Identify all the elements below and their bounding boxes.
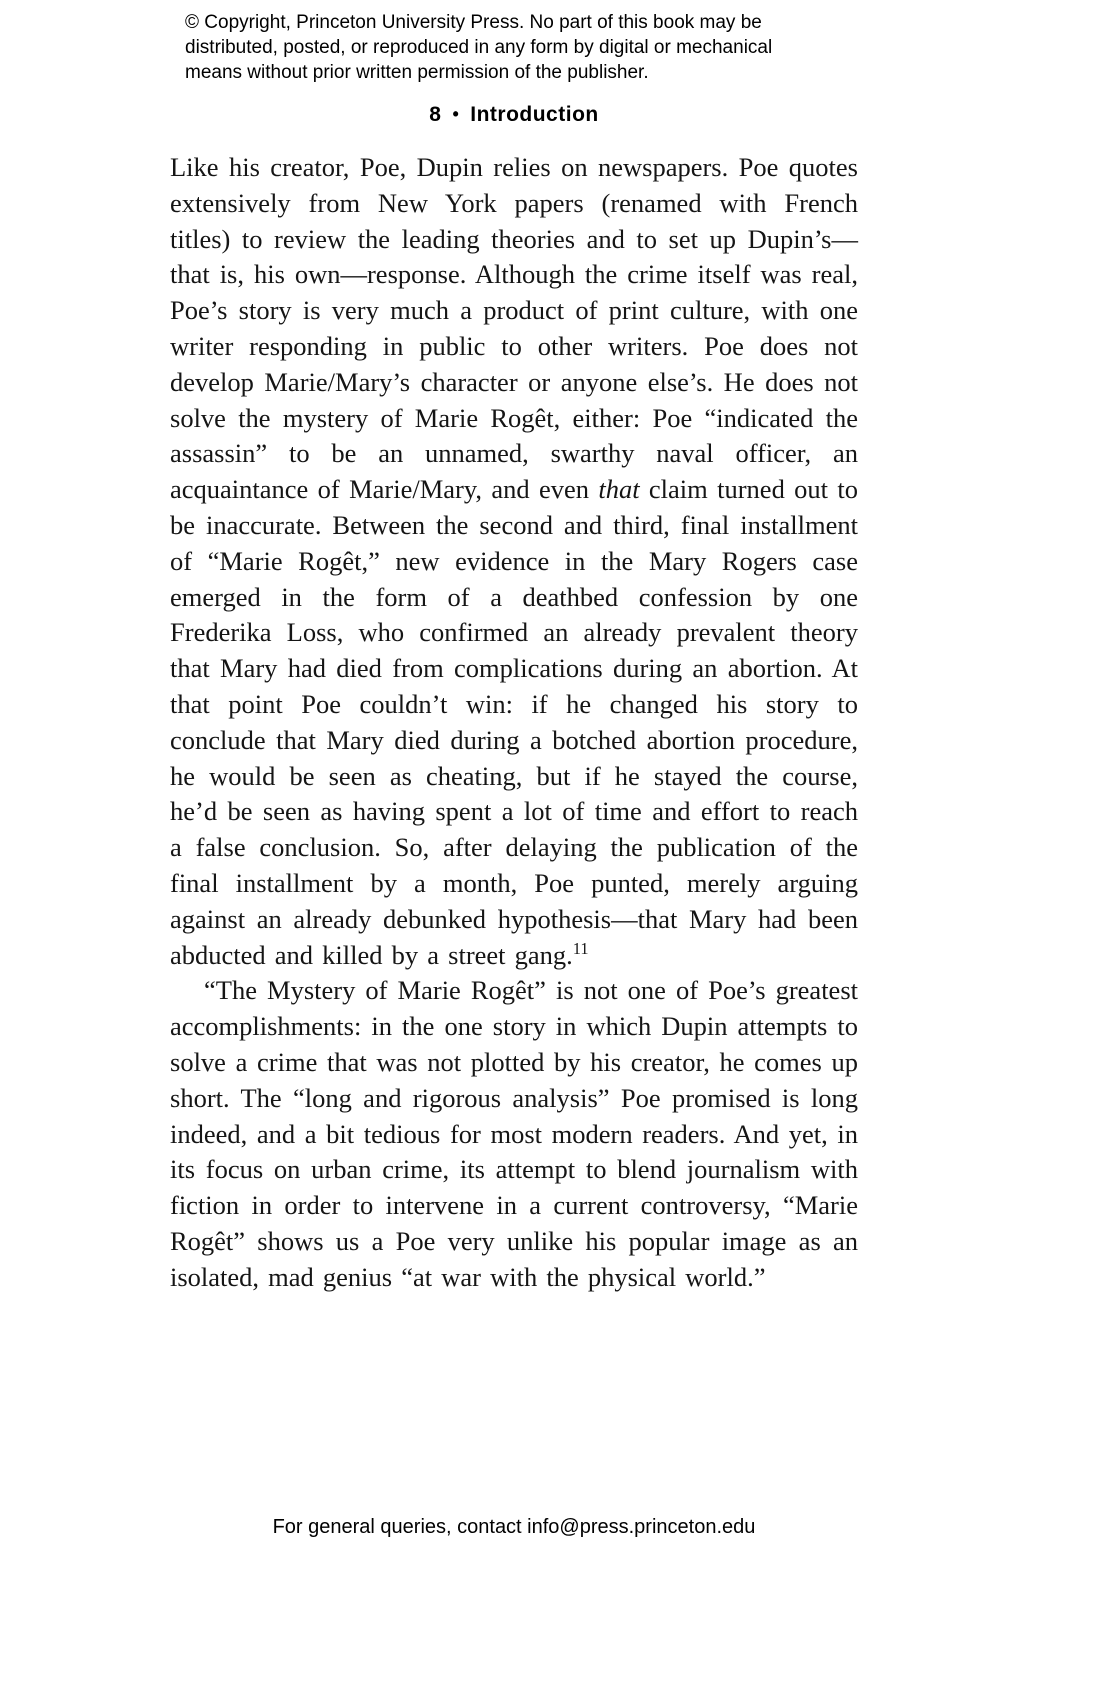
footnote-reference-11: 11 bbox=[572, 938, 589, 958]
paragraph-2: “The Mystery of Marie Rogêt” is not one of Poe’s greatest accomplishments: in the one story in which Dupin attempts to solve a crime that was not plotted by his creator, he comes up short. The “long and rigorous analysis” Poe promised is long indeed, and a bit tedious for most modern readers. And yet, in its focus on urban crime, its attempt to blend journalism with fiction in order to intervene in a current controversy, “Marie Rogêt” shows us a Poe very unlike his popular image as an isolated, mad genius “at war with the physical world.” bbox=[170, 975, 858, 1292]
paragraph-1-text: Like his creator, Poe, Dupin relies on newspapers. Poe quotes extensively from New York papers (renamed with French titles) to review the leading theories and to set up Dupin’s—that is, his own—response. Although the crime itself was real, Poe’s story is very much a product of print culture, with one writer responding in public to other writers. Poe does not develop Marie/Mary’s character or anyone else’s. He does not solve the mystery of Marie Rogêt, either: Poe “indicated the assassin” to be an unnamed, swarthy naval officer, an acquaintance of Marie/Mary, and even bbox=[170, 152, 858, 505]
paragraph-1-italic-word: that bbox=[598, 474, 640, 505]
paragraph-1-text-continued: claim turned out to be inaccurate. Between the second and third, final installment of “Marie Rogêt,” new evidence in the Mary Rogers case emerged in the form of a deathbed confession by one Frederika Loss, who confirmed an already prevalent theory that Mary had died from complications during an abortion. At that point Poe couldn’t win: if he changed his story to conclude that Mary died during a botched abortion procedure, he would be seen as cheating, but if he stayed the course, he’d be seen as having spent a lot of time and effort to reach a false conclusion. So, after delaying the publication of the final installment by a month, Poe punted, merely arguing against an already debunked hypothesis—that Mary had been abducted and killed by a street gang. bbox=[170, 474, 858, 970]
bullet-separator-icon: • bbox=[452, 104, 460, 124]
copyright-notice: © Copyright, Princeton University Press. No part of this book may be distributed, posted, or reproduced in any form by digital or mechanical means without prior written permission of the publisher. bbox=[185, 12, 773, 83]
page-number: 8 bbox=[429, 103, 442, 126]
page-footer-contact: For general queries, contact info@press.princeton.edu bbox=[272, 1516, 756, 1538]
section-title: Introduction bbox=[470, 103, 599, 126]
running-head bbox=[170, 103, 858, 127]
body-text bbox=[170, 150, 858, 1296]
paragraph-1 bbox=[170, 150, 858, 973]
